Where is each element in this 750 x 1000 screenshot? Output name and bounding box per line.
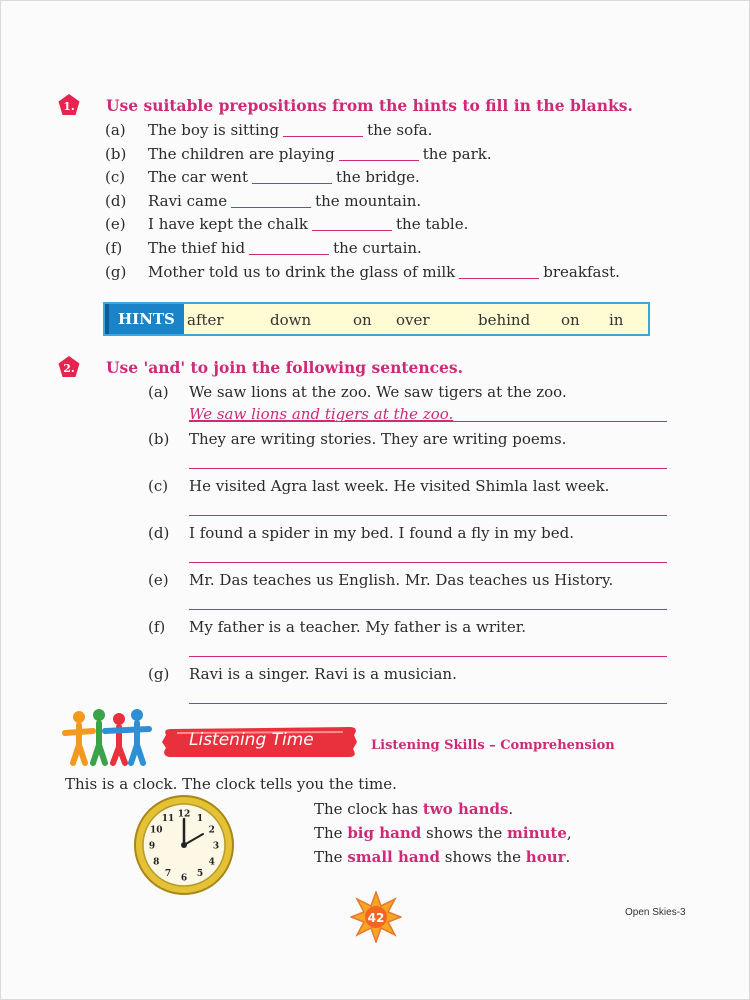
question-1-item-label: (f)	[105, 239, 123, 257]
clock-center	[181, 842, 187, 848]
question-2-sentence: Ravi is a singer. Ravi is a musician.	[189, 665, 457, 683]
wall-clock-image	[133, 794, 235, 896]
question-2-sentence: My father is a teacher. My father is a writer.	[189, 618, 526, 636]
page-number-star-badge	[350, 891, 402, 943]
question-2-item-label: (e)	[148, 571, 169, 589]
question-1-item	[148, 215, 468, 233]
question-2-title: Use 'and' to join the following sentences.	[106, 358, 464, 377]
question-1-number: 1.	[63, 100, 75, 113]
question-2-item-label: (f)	[148, 618, 166, 636]
item-text-before: I have kept the chalk	[148, 215, 309, 233]
question-2-item-label: (d)	[148, 524, 170, 542]
hint-word: down	[270, 311, 312, 329]
question-1-item-label: (d)	[105, 192, 127, 210]
item-text-after: the mountain.	[315, 192, 422, 210]
question-2-sentence: He visited Agra last week. He visited Shimla last week.	[189, 477, 610, 495]
hint-word: behind	[478, 311, 531, 329]
fill-in-blank[interactable]	[339, 160, 419, 161]
question-2-sentence: We saw lions at the zoo. We saw tigers at the zoo.	[189, 383, 567, 401]
clock-numeral: 7	[164, 869, 172, 880]
item-text-before: The children are playing	[148, 145, 335, 163]
clock-line-3-highlight-2: hour	[525, 848, 566, 866]
clock-line-2-highlight-1: big hand	[347, 824, 422, 842]
clock-numeral: 4	[208, 857, 215, 868]
question-1-item-label: (g)	[105, 263, 127, 281]
children-holding-hands-icon	[61, 709, 153, 767]
clock-numeral: 1	[196, 813, 204, 824]
clock-line-1-text: The clock has	[314, 800, 423, 818]
question-1-item-label: (e)	[105, 215, 126, 233]
clock-line-1-highlight: two hands	[422, 800, 509, 818]
question-2-number: 2.	[63, 362, 75, 375]
question-2-item-label: (a)	[148, 383, 169, 401]
question-1-item	[148, 145, 492, 163]
question-1-title: Use suitable prepositions from the hints to fill in the blanks.	[106, 96, 633, 115]
item-text-after: breakfast.	[543, 263, 620, 281]
item-text-before: The thief hid	[148, 239, 246, 257]
question-1-item-label: (a)	[105, 121, 126, 139]
item-text-before: Ravi came	[148, 192, 228, 210]
question-1-item-label: (c)	[105, 168, 126, 186]
clock-line-2-end: ,	[566, 824, 572, 842]
listening-intro: This is a clock. The clock tells you the time.	[65, 775, 397, 793]
sample-answer: We saw lions and tigers at the zoo.	[189, 405, 454, 423]
question-1-item	[148, 263, 620, 281]
question-2-sentence: They are writing stories. They are writing poems.	[189, 430, 567, 448]
question-2-item-label: (c)	[148, 477, 169, 495]
item-text-before: The boy is sitting	[148, 121, 280, 139]
clock-line-3-text: The	[314, 848, 348, 866]
fill-in-blank[interactable]	[249, 254, 329, 255]
question-2-item-label: (g)	[148, 665, 170, 683]
item-text-after: the curtain.	[333, 239, 422, 257]
question-1-badge	[57, 93, 81, 117]
hint-word: on	[353, 311, 372, 329]
question-2-sentence: I found a spider in my bed. I found a fly in my bed.	[189, 524, 574, 542]
clock-line-3-highlight-1: small hand	[347, 848, 440, 866]
clock-line-1-end: .	[508, 800, 514, 818]
fill-in-blank[interactable]	[252, 183, 332, 184]
clock-numeral: 6	[180, 873, 188, 884]
clock-numeral: 9	[148, 841, 156, 852]
item-text-after: the table.	[396, 215, 469, 233]
clock-line-2-text: The	[314, 824, 348, 842]
clock-numeral: 11	[161, 813, 175, 824]
question-1-item	[148, 168, 420, 186]
clock-line-2-highlight-2: minute	[507, 824, 567, 842]
clock-numeral: 12	[177, 809, 191, 820]
item-text-after: the sofa.	[367, 121, 433, 139]
question-1-item-label: (b)	[105, 145, 127, 163]
answer-line[interactable]	[189, 703, 667, 704]
answer-line[interactable]	[189, 421, 667, 422]
item-text-before: Mother told us to drink the glass of milk	[148, 263, 456, 281]
listening-time-title: Listening Time	[189, 730, 314, 750]
fill-in-blank[interactable]	[312, 230, 392, 231]
fill-in-blank[interactable]	[283, 136, 363, 137]
clock-numeral: 8	[153, 857, 160, 868]
listening-subtitle: Listening Skills – Comprehension	[371, 738, 615, 753]
question-1-item	[148, 239, 422, 257]
hint-word: on	[561, 311, 580, 329]
clock-line-3-mid: shows the	[440, 848, 526, 866]
hint-word: after	[187, 311, 224, 329]
clock-line-1	[314, 800, 513, 818]
clock-numeral: 2	[208, 825, 215, 836]
item-text-before: The car went	[148, 168, 248, 186]
answer-line[interactable]	[189, 468, 667, 469]
clock-line-3	[314, 848, 570, 866]
question-2-badge	[57, 355, 81, 379]
item-text-after: the park.	[422, 145, 492, 163]
clock-numeral: 10	[150, 825, 163, 836]
clock-numeral: 5	[196, 869, 204, 880]
question-1-item	[148, 192, 421, 210]
answer-line[interactable]	[189, 656, 667, 657]
clock-line-2-mid: shows the	[421, 824, 508, 842]
answer-line[interactable]	[189, 562, 667, 563]
item-text-after: the bridge.	[336, 168, 420, 186]
fill-in-blank[interactable]	[459, 278, 539, 279]
clock-line-2	[314, 824, 572, 842]
hint-word: in	[609, 311, 624, 329]
question-2-item-label: (b)	[148, 430, 170, 448]
question-1-item	[148, 121, 432, 139]
page-number: 42	[367, 911, 385, 925]
answer-line[interactable]	[189, 609, 667, 610]
book-title: Open Skies-3	[625, 907, 686, 918]
hints-label: HINTS	[105, 304, 184, 334]
answer-line[interactable]	[189, 515, 667, 516]
clock-line-3-end: .	[565, 848, 571, 866]
hint-word: over	[396, 311, 430, 329]
fill-in-blank[interactable]	[231, 207, 311, 208]
question-2-sentence: Mr. Das teaches us English. Mr. Das teaches us History.	[189, 571, 614, 589]
clock-numeral: 3	[212, 841, 220, 852]
